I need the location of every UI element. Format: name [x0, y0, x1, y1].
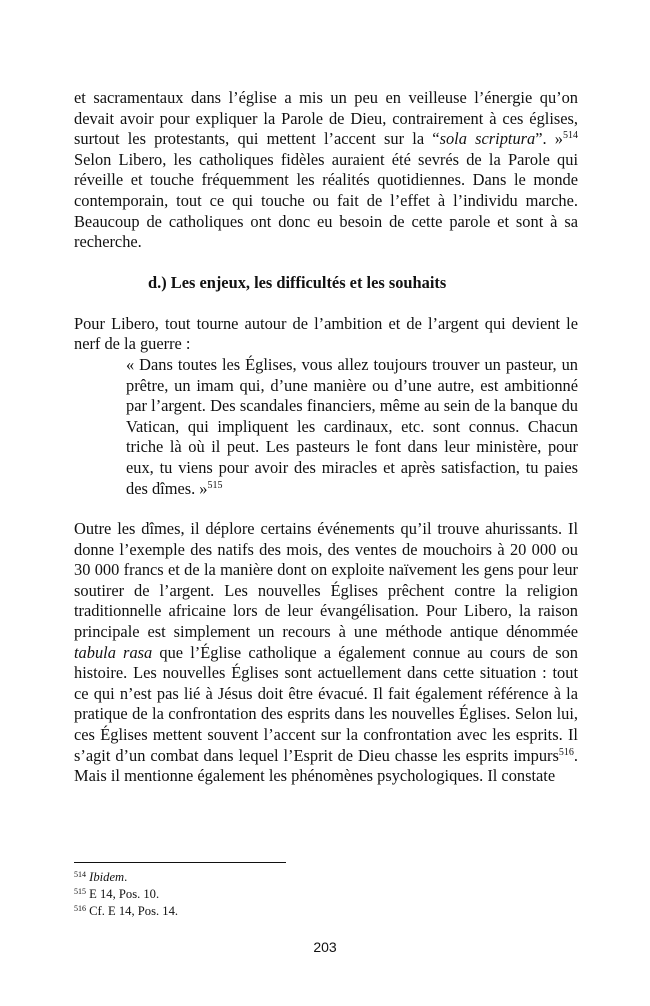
footnote-ref-514: 514 [563, 130, 578, 142]
footnote-suffix: . [124, 870, 128, 884]
block-quote-text: « Dans toutes les Églises, vous allez toujours trouver un pasteur, un prêtre, un imam qui, d’une manière ou d’une autre, est ambitionné par l’argent. Des scandales financiers, même au sein de la banque du Vatican, qui impliquent les cardinaux, etc. sont connus. Chacun triche là où il peut. Les pasteurs le font dans leur ministère, pour eux, tu viens pour avoir des miracles et après satisfaction, tu paies des dîmes. » [126, 354, 578, 498]
paragraph-1-text-b: ”. » [535, 129, 563, 149]
footnote-number: 515 [74, 887, 86, 897]
paragraph-2: Pour Libero, tout tourne autour de l’ambition et de l’argent qui devient le nerf de la guerre : [74, 313, 578, 354]
footnote-516 [74, 903, 578, 920]
page-number: 203 [313, 939, 337, 955]
footnote-number: 514 [74, 870, 86, 879]
footnotes [74, 869, 578, 921]
paragraph-3-text-c: . Mais il mentionne également les phénomènes psychologiques. Il constate [74, 745, 578, 786]
paragraph-3-italic: tabula rasa [74, 642, 153, 662]
paragraph-1-italic: sola scriptura [439, 129, 536, 149]
footnote-number: 516 [74, 904, 86, 914]
footnote-text: Cf. E 14, Pos. 14. [89, 904, 179, 919]
paragraph-1-text-c: Selon Libero, les catholiques fidèles auraient été sevrés de la Parole qui réveille et touche fréquemment les réalités quotidiennes. Dans le monde contemporain, tout ce qui touche ou fait de l’effet à l’individu marche. Beaucoup de catholiques ont donc eu besoin de cette parole et sont à sa recherche. [74, 149, 578, 252]
footnote-ref-515: 515 [207, 479, 223, 491]
page-body [74, 88, 578, 787]
footnote-text: E 14, Pos. 10. [89, 887, 160, 902]
section-heading: d.) Les enjeux, les difficultés et les souhaits [148, 272, 447, 292]
footnote-text: Ibidem [89, 870, 125, 884]
footnote-515 [74, 886, 578, 903]
footnote-514 [74, 869, 578, 886]
paragraph-1-text-a: et sacramentaux dans l’église a mis un peu en veilleuse l’énergie qu’on devait avoir pour expliquer la Parole de Dieu, contrairement à ces églises, surtout les protestants, qui mettent l’accent sur la “ [74, 88, 578, 149]
footnote-ref-516: 516 [558, 746, 574, 758]
paragraph-3-text-b: que l’Église catholique a également connue au cours de son histoire. Les nouvelles Églises sont actuellement dans cette situation : tout ce qui n’est pas lié à Jésus doit être évacué. Il fait également référence à la pratique de la confrontation des esprits dans les nouvelles Églises. Selon lui, ces Églises mettent souvent l’accent sur la confrontation avec les esprits. Il s’agit d’un combat dans lequel l’Esprit de Dieu chasse les esprits impurs [74, 642, 578, 765]
paragraph-3-text-a: Outre les dîmes, il déplore certains événements qu’il trouve ahurissants. Il donne l’exemple des natifs des mois, des ventes de mouchoirs à 20 000 ou 30 000 francs et de la manière dont on exploite naïvement les gens pour leur soutirer de l’argent. Les nouvelles Églises prêchent contre la religion traditionnelle africaine lors de leur évangélisation. Pour Libero, la raison principale est simplement un recours à une méthode antique dénommée [74, 519, 578, 642]
paragraph-1 [74, 88, 578, 253]
paragraph-3 [74, 519, 578, 787]
block-quote [126, 355, 578, 499]
footnote-separator [74, 862, 286, 863]
